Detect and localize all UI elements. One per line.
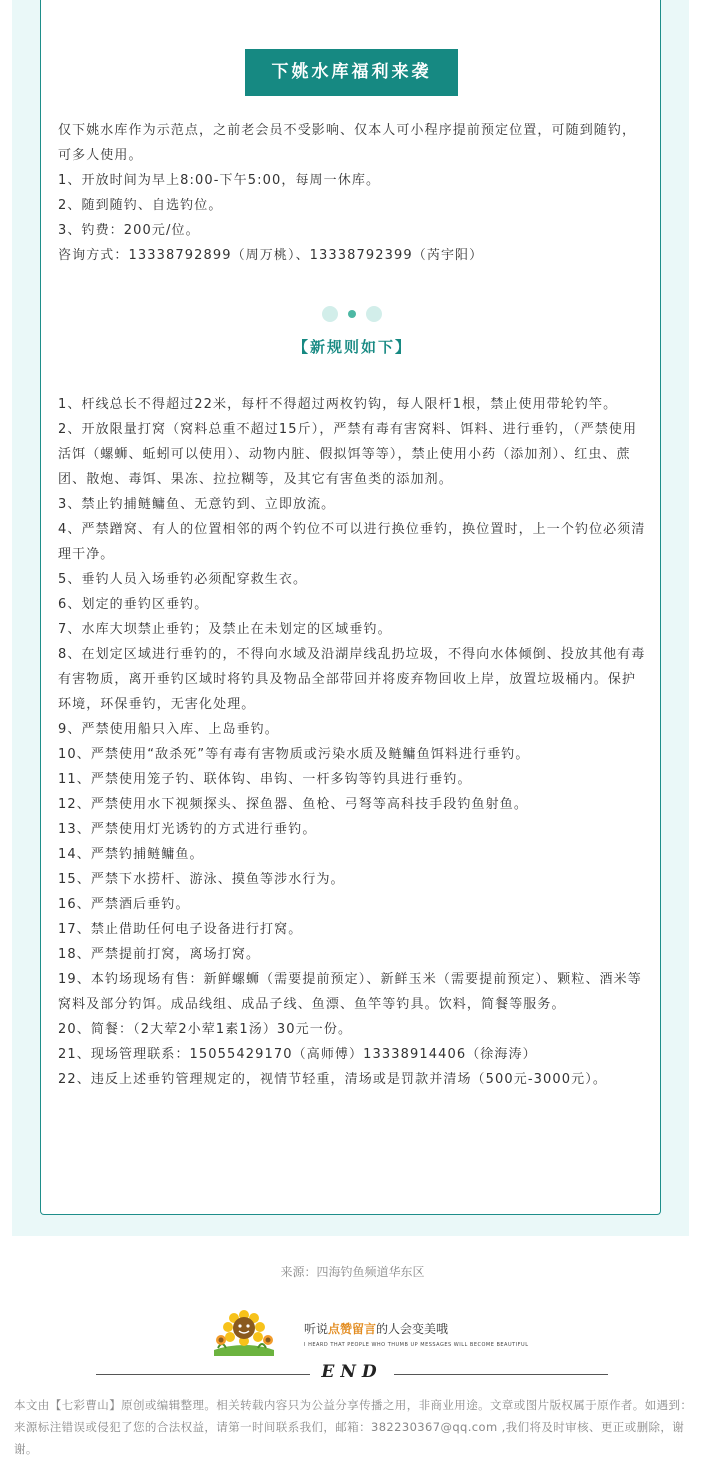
rule-item: 9、严禁使用船只入库、上岛垂钓。 [58,722,279,737]
intro-line: 1、开放时间为早上8:00-下午5:00，每周一休库。 [58,173,381,188]
rule-item: 15、严禁下水捞杆、游泳、摸鱼等涉水行为。 [58,872,345,887]
like-banner-text: 听说点赞留言的人会变美哦 [304,1322,449,1336]
rule-item: 5、垂钓人员入场垂钓必须配穿救生衣。 [58,572,308,587]
rule-item: 20、简餐：（2大荤2小荤1素1汤）30元一份。 [58,1022,353,1037]
intro-line: 2、随到随钓、自选钓位。 [58,198,223,213]
rule-item: 21、现场管理联系：15055429170（高师傅）13338914406（徐海涛） [58,1047,537,1062]
section-title: 下姚水库福利来袭 [245,49,458,96]
dot-icon [322,306,338,322]
intro-line: 仅下姚水库作为示范点，之前老会员不受影响、仅本人可小程序提前预定位置，可随到随钓，可多人使用。 [58,123,637,163]
rule-item: 13、严禁使用灯光诱钓的方式进行垂钓。 [58,822,317,837]
rule-item: 4、严禁蹭窝、有人的位置相邻的两个钓位不可以进行换位垂钓，换位置时，上一个钓位必须清理干净。 [58,522,646,562]
rule-item: 16、严禁酒后垂钓。 [58,897,190,912]
intro-line: 咨询方式：13338792899（周万桃）、13338792399（芮宇阳） [58,248,484,263]
copyright-notice: 本文由【七彩曹山】原创或编辑整理。相关转载内容只为公益分享传播之用，非商业用途。文章或图片版权属于原作者。如遇到：来源标注错误或侵犯了您的合法权益，请第一时间联系我们，邮箱：382230367@qq.com ,我们将及时审核、更正或删除，谢谢。 [14,1398,693,1456]
rules-heading: 【新规则如下】 [292,338,412,356]
rule-item: 2、开放限量打窝（窝料总重不超过15斤），严禁有毒有害窝料、饵料、进行垂钓，（严禁使用活饵（螺蛳、蚯蚓可以使用）、动物内脏、假拟饵等等），禁止使用小药（添加剂）、红虫、蔗团、散炮、毒饵、果冻、拉拉糊等，及其它有害鱼类的添加剂。 [58,422,638,487]
rule-item: 17、禁止借助任何电子设备进行打窝。 [58,922,303,937]
rule-item: 10、严禁使用“敌杀死”等有毒有害物质或污染水质及鲢鳙鱼饵料进行垂钓。 [58,747,530,762]
decorative-dots [322,306,384,322]
rule-item: 3、禁止钓捕鲢鳙鱼、无意钓到、立即放流。 [58,497,336,512]
rule-item: 18、严禁提前打窝，离场打窝。 [58,947,261,962]
intro-paragraph [58,118,648,268]
source-text: 来源：四海钓鱼频道华东区 [280,1265,425,1279]
rule-item: 12、严禁使用水下视频探头、探鱼器、鱼枪、弓弩等高科技手段钓鱼射鱼。 [58,797,528,812]
rule-item: 8、在划定区域进行垂钓的，不得向水域及沿湖岸线乱扔垃圾，不得向水体倾倒、投放其他有毒有害物质，离开垂钓区域时将钓具及物品全部带回并将废弃物回收上岸，放置垃圾桶内。保护环境，环保垂钓，无害化处理。 [58,647,646,712]
rule-item: 6、划定的垂钓区垂钓。 [58,597,209,612]
rule-item: 14、严禁钓捕鲢鳙鱼。 [58,847,204,862]
rule-item: 1、杆线总长不得超过22米，每杆不得超过两枚钓钩，每人限杆1根，禁止使用带轮钓竿。 [58,397,618,412]
rules-list [58,392,648,1092]
sunflower-icon [212,1310,276,1358]
dot-icon [366,306,382,322]
intro-line: 3、钓费：200元/位。 [58,223,200,238]
like-banner-subtext: I HEARD THAT PEOPLE WHO THUMB UP MESSAGES WILL BECOME BEAUTIFUL [304,1342,529,1348]
divider-line [394,1374,608,1375]
rule-item: 22、违反上述垂钓管理规定的，视情节轻重，清场或是罚款并清场（500元-3000元）。 [58,1072,607,1087]
rule-item: 7、水库大坝禁止垂钓；及禁止在未划定的区域垂钓。 [58,622,392,637]
rule-item: 11、严禁使用笼子钓、联体钩、串钩、一杆多钩等钓具进行垂钓。 [58,772,472,787]
rule-item: 19、本钓场现场有售：新鲜螺蛳（需要提前预定）、新鲜玉米（需要提前预定）、颗粒、酒米等窝料及部分钓饵。成品线组、成品子线、鱼漂、鱼竿等钓具。饮料，简餐等服务。 [58,972,642,1012]
dot-icon [348,310,356,318]
end-divider [96,1364,608,1382]
end-label: END [321,1362,383,1382]
like-banner [212,1310,529,1358]
